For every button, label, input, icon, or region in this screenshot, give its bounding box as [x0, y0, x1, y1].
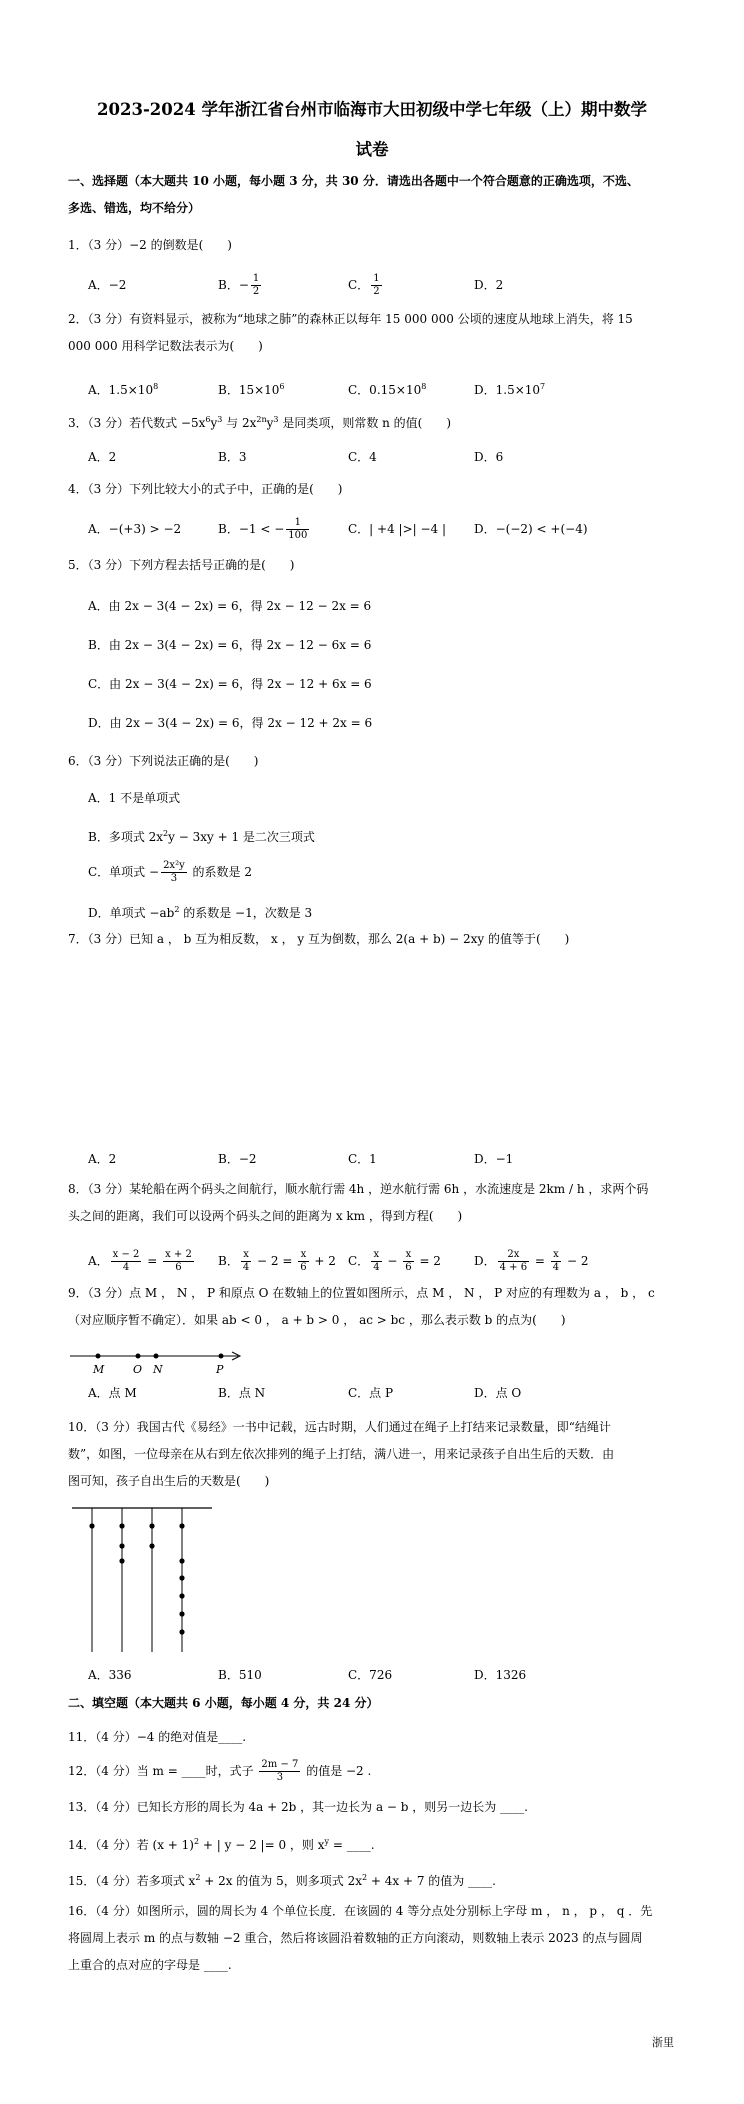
q15-exp2: 2 — [361, 1873, 368, 1882]
q8-a-d2: 6 — [175, 1262, 182, 1273]
q6-option-d — [88, 896, 688, 927]
q2-c-exp: 8 — [421, 382, 427, 391]
q3-stem-a: 3．（3 分）若代数式 −5x — [68, 416, 206, 430]
q8-d-d1: 4 + 6 — [499, 1262, 528, 1273]
q6-b-b: y − 3xy + 1 是二次三项式 — [168, 830, 315, 844]
q10-knot — [179, 1593, 184, 1598]
q4-option-d: D．−(−2) < +(−4) — [474, 522, 588, 536]
q14-stem — [68, 1828, 688, 1859]
q2-stem — [68, 306, 688, 360]
q8-a-d1: 4 — [122, 1262, 130, 1273]
q8-a-prefix: A． — [88, 1254, 109, 1268]
q14-b: + | y − 2 |= 0 ，则 x — [199, 1838, 325, 1852]
q2-d-exp: 7 — [540, 382, 546, 391]
q10-option-b: B．510 — [218, 1668, 262, 1682]
q8-d-d2: 4 — [552, 1262, 560, 1273]
q6-b-exp: 2 — [163, 829, 169, 838]
q2-options — [88, 372, 688, 402]
q6-stem: 6．（3 分）下列说法正确的是( ) — [68, 754, 259, 768]
q10-knot — [179, 1611, 184, 1616]
q2-b-base: B．15×10 — [218, 383, 280, 397]
q10-knot — [119, 1558, 124, 1563]
q3-stem — [68, 406, 688, 437]
q13-stem: 13．（4 分）已知长方形的周长为 4a + 2b ，其一边长为 a − b ，则另一边长为 ____. — [68, 1800, 528, 1814]
q12-den: 3 — [276, 1772, 284, 1783]
q4-b-prefix: B．−1 < − — [218, 522, 285, 536]
q4-option-b — [218, 514, 311, 544]
q9-label-m: M — [93, 1363, 105, 1376]
q6-c-suffix: 的系数是 2 — [188, 865, 252, 879]
q5-option-b: B．由 2x − 3(4 − 2x) = 6，得 2x − 12 − 6x = 6 — [88, 638, 372, 652]
q8-c-d1: 4 — [373, 1262, 380, 1273]
q10-knot — [179, 1629, 184, 1634]
q9-label-o: O — [133, 1363, 143, 1376]
q8-d-prefix: D． — [474, 1254, 496, 1268]
q9-point-p — [219, 1354, 224, 1359]
q8-b-frac1 — [241, 1249, 251, 1274]
q8-stem — [68, 1176, 688, 1230]
q1-option-b — [218, 270, 263, 300]
q3-exp1: 6 — [205, 415, 211, 424]
q1-b-fraction — [251, 273, 261, 298]
q8-option-a — [88, 1246, 196, 1276]
q8-b-d1: 4 — [242, 1262, 250, 1273]
q8-c-frac2 — [403, 1249, 413, 1274]
q7-option-d: D．−1 — [474, 1152, 514, 1166]
paper-title-line2: 试卷 — [355, 140, 389, 159]
q1-b-den: 2 — [252, 286, 260, 297]
q10-knot — [179, 1558, 184, 1563]
q5-option-c: C．由 2x − 3(4 − 2x) = 6，得 2x − 12 + 6x = 6 — [88, 677, 372, 691]
q6-c-prefix: C．单项式 − — [88, 865, 160, 879]
q4-b-fraction — [286, 517, 309, 542]
q6-b-a: B．多项式 2x — [88, 830, 164, 844]
q2-option-b — [218, 372, 285, 402]
q9-option-d: D．点 O — [474, 1386, 522, 1400]
q8-a-frac1 — [111, 1249, 142, 1274]
q10-option-a: A．336 — [88, 1668, 132, 1682]
q16-line3: 上重合的点对应的字母是 ____. — [68, 1958, 232, 1972]
q12-stem — [68, 1758, 688, 1785]
q16-line2: 将圆周上表示 m 的点与数轴 −2 重合，然后将该圆沿着数轴的正方向滚动，则数轴上表示 2023 的点与圆周 — [68, 1931, 643, 1945]
q4-option-a: A．−(+3) > −2 — [88, 522, 182, 536]
q2-line2: 000 000 用科学记数法表示为( ) — [68, 339, 263, 353]
q3-stem-b: y — [210, 416, 218, 430]
q15-b: + 2x 的值为 5，则多项式 2x — [200, 1874, 362, 1888]
section2-heading: 二、填空题（本大题共 6 小题，每小题 4 分，共 24 分） — [68, 1696, 379, 1710]
q3-option-d: D．6 — [474, 450, 504, 464]
section1-line2: 多选、错选，均不给分） — [68, 201, 201, 215]
q1-c-fraction — [371, 273, 381, 298]
q10-option-d: D．1326 — [474, 1668, 527, 1682]
q9-line1: 9．（3 分）点 M ， N ， P 和原点 O 在数轴上的位置如图所示，点 M ， N ， P 对应的有理数为 a ， b ， c — [68, 1286, 655, 1300]
q8-d-mid: = — [531, 1254, 549, 1268]
q8-c-d2: 6 — [405, 1262, 412, 1273]
q12-num: 2m − 7 — [261, 1759, 299, 1770]
q1-b-prefix: B．− — [218, 278, 249, 292]
q8-b-n1: x — [241, 1249, 251, 1262]
q10-option-c: C．726 — [348, 1668, 393, 1682]
q6-c-den: 3 — [170, 873, 178, 884]
q9-label-n: N — [153, 1363, 163, 1376]
q6-option-a: A．1 不是单项式 — [88, 791, 181, 805]
q8-c-end: = 2 — [415, 1254, 441, 1268]
q7-stem: 7．（3 分）已知 a ， b 互为相反数， x ， y 互为倒数，那么 2(a + b) − 2xy 的值等于( ) — [68, 932, 570, 946]
q2-line1: 2．（3 分）有资料显示，被称为“地球之肺”的森林正以每年 15 000 000 公顷的速度从地球上消失，将 15 — [68, 312, 633, 326]
q10-line3: 图可知，孩子自出生后的天数是( ) — [68, 1474, 270, 1488]
q15-a: 15．（4 分）若多项式 x — [68, 1874, 196, 1888]
q4-stem: 4．（3 分）下列比较大小的式子中，正确的是( ) — [68, 482, 343, 496]
q10-knot — [149, 1543, 154, 1548]
q16-stem — [68, 1898, 688, 1979]
q12-prefix: 12．（4 分）当 m = ____时，式子 — [68, 1764, 258, 1778]
q8-c-prefix: C． — [348, 1254, 370, 1268]
q7-option-c: C．1 — [348, 1152, 377, 1166]
q15-c: + 4x + 7 的值为 ____. — [367, 1874, 496, 1888]
q4-option-c: C．| +4 |>| −4 | — [348, 522, 447, 536]
q1-option-d: D．2 — [474, 278, 504, 292]
q7-options — [88, 1144, 688, 1174]
q8-line1: 8．（3 分）某轮船在两个码头之间航行，顺水航行需 4h ，逆水航行需 6h ，水流速度是 2km / h ，求两个码 — [68, 1182, 649, 1196]
q10-line2: 数”，如图，一位母亲在从右到左依次排列的绳子上打结，满八进一，用来记录孩子自出生后的天数．由 — [68, 1447, 615, 1461]
q8-b-d2: 6 — [300, 1262, 307, 1273]
section1-heading — [68, 168, 688, 222]
q5-option-a: A．由 2x − 3(4 − 2x) = 6，得 2x − 12 − 2x = 6 — [88, 599, 372, 613]
q1-option-c — [348, 270, 384, 300]
q8-a-n1: x − 2 — [112, 1249, 140, 1260]
q9-option-a: A．点 M — [88, 1386, 137, 1400]
q3-exp4: 3 — [273, 415, 279, 424]
q10-knot — [89, 1523, 94, 1528]
q6-option-b — [88, 820, 688, 851]
q8-line2: 头之间的距离，我们可以设两个码头之间的距离为 x km ，得到方程( ) — [68, 1209, 463, 1223]
q2-b-exp: 6 — [279, 382, 285, 391]
q3-stem-e: 是同类项，则常数 n 的值( ) — [278, 416, 452, 430]
q1-stem: 1．（3 分）−2 的倒数是( ) — [68, 238, 232, 252]
q2-option-c — [348, 372, 426, 402]
q6-option-c — [88, 858, 688, 886]
q8-a-n2: x + 2 — [165, 1249, 192, 1260]
q12-suffix: 的值是 −2 . — [302, 1764, 372, 1778]
q3-option-a: A．2 — [88, 450, 117, 464]
q8-d-n1: 2x — [498, 1249, 529, 1262]
q3-stem-d: y — [266, 416, 274, 430]
q9-point-n — [154, 1354, 159, 1359]
q8-b-end: + 2 — [310, 1254, 336, 1268]
q3-option-c: C．4 — [348, 450, 377, 464]
q8-d-n2: x — [551, 1249, 561, 1262]
q15-stem — [68, 1864, 688, 1895]
q10-knot — [149, 1523, 154, 1528]
q6-c-fraction — [161, 860, 187, 885]
q8-a-mid: = — [143, 1254, 162, 1268]
q10-knot-rope-figure — [72, 1506, 222, 1656]
section1-line1: 一、选择题（本大题共 10 小题，每小题 3 分，共 30 分．请选出各题中一个符合题意的正确选项，不选、 — [68, 174, 639, 188]
q5-stem: 5．（3 分）下列方程去括号正确的是( ) — [68, 558, 295, 572]
q8-c-mid: − — [383, 1254, 402, 1268]
q2-option-d — [474, 372, 545, 402]
q6-d-exp: 2 — [174, 905, 180, 914]
q10-knot — [179, 1575, 184, 1580]
q16-line1: 16．（4 分）如图所示，圆的周长为 4 个单位长度．在该圆的 4 等分点处分别标上字母 m ， n ， p ， q ．先 — [68, 1904, 653, 1918]
q9-number-line — [68, 1348, 248, 1378]
q10-knot — [179, 1523, 184, 1528]
q8-a-frac2 — [163, 1249, 194, 1274]
q4-b-den: 100 — [288, 530, 308, 541]
q1-b-num: 1 — [252, 273, 260, 284]
q9-option-b: B．点 N — [218, 1386, 266, 1400]
q6-c-num: 2x²y — [163, 860, 185, 871]
q14-exp1: 2 — [193, 1837, 200, 1846]
q8-d-frac1 — [498, 1249, 529, 1274]
q8-option-b — [218, 1246, 336, 1276]
q10-stem — [68, 1414, 688, 1495]
q2-d-base: D．1.5×10 — [474, 383, 541, 397]
q2-option-a — [88, 372, 158, 402]
q8-options — [88, 1246, 688, 1276]
q3-option-b: B．3 — [218, 450, 247, 464]
q6-d-b: 的系数是 −1，次数是 3 — [179, 906, 313, 920]
q9-stem — [68, 1280, 688, 1334]
q8-b-prefix: B． — [218, 1254, 239, 1268]
q9-option-c: C．点 P — [348, 1386, 394, 1400]
q9-line2: （对应顺序暂不确定）．如果 ab < 0 ， a + b > 0 ， ac > bc ，那么表示数 b 的点为( ) — [68, 1313, 566, 1327]
q12-fraction — [259, 1759, 300, 1784]
q8-b-frac2 — [298, 1249, 308, 1274]
q4-b-num: 1 — [286, 517, 309, 530]
q9-options — [88, 1378, 688, 1408]
q3-options — [88, 442, 688, 472]
q8-option-d — [474, 1246, 588, 1276]
q8-b-suffix: − 2 = — [253, 1254, 297, 1268]
q2-a-exp: 8 — [153, 382, 159, 391]
q4-options — [88, 514, 688, 544]
q9-point-o — [136, 1354, 141, 1359]
q14-c: = ____. — [329, 1838, 375, 1852]
q8-c-frac1 — [371, 1249, 381, 1274]
q3-exp3: 2n — [256, 415, 267, 424]
q2-c-base: C．0.15×10 — [348, 383, 422, 397]
q7-option-b: B．−2 — [218, 1152, 257, 1166]
q11-stem: 11．（4 分）−4 的绝对值是____. — [68, 1730, 247, 1744]
q14-a: 14．（4 分）若 (x + 1) — [68, 1838, 194, 1852]
q1-option-a: A．−2 — [88, 278, 127, 292]
paper-title-line1: 2023-2024 学年浙江省台州市临海市大田初级中学七年级（上）期中数学 — [97, 100, 647, 119]
q6-d-a: D．单项式 −ab — [88, 906, 175, 920]
q14-exp2: y — [324, 1837, 330, 1846]
q10-options — [88, 1660, 688, 1690]
q10-line1: 10．（3 分）我国古代《易经》一书中记载，远古时期，人们通过在绳子上打结来记录数量，即“结绳计 — [68, 1420, 611, 1434]
q8-b-n2: x — [298, 1249, 308, 1262]
q8-c-n2: x — [403, 1249, 413, 1262]
q1-c-num: 1 — [373, 273, 380, 284]
q1-options — [88, 270, 688, 300]
q9-point-m — [96, 1354, 101, 1359]
q8-d-frac2 — [551, 1249, 561, 1274]
q7-option-a: A．2 — [88, 1152, 117, 1166]
q5-option-d: D．由 2x − 3(4 − 2x) = 6，得 2x − 12 + 2x = 6 — [88, 716, 373, 730]
q3-exp2: 3 — [217, 415, 223, 424]
q8-c-n1: x — [371, 1249, 381, 1262]
q1-c-prefix: C． — [348, 278, 370, 292]
q15-exp1: 2 — [195, 1873, 201, 1882]
q8-d-end: − 2 — [563, 1254, 589, 1268]
q10-knot — [119, 1523, 124, 1528]
page-footer: 浙里 — [652, 2036, 674, 2049]
q2-a-base: A．1.5×10 — [88, 383, 154, 397]
q8-option-c — [348, 1246, 441, 1276]
q3-stem-c: 与 2x — [222, 416, 257, 430]
q10-knot — [119, 1543, 124, 1548]
q1-c-den: 2 — [373, 286, 380, 297]
q9-label-p: P — [216, 1363, 224, 1376]
